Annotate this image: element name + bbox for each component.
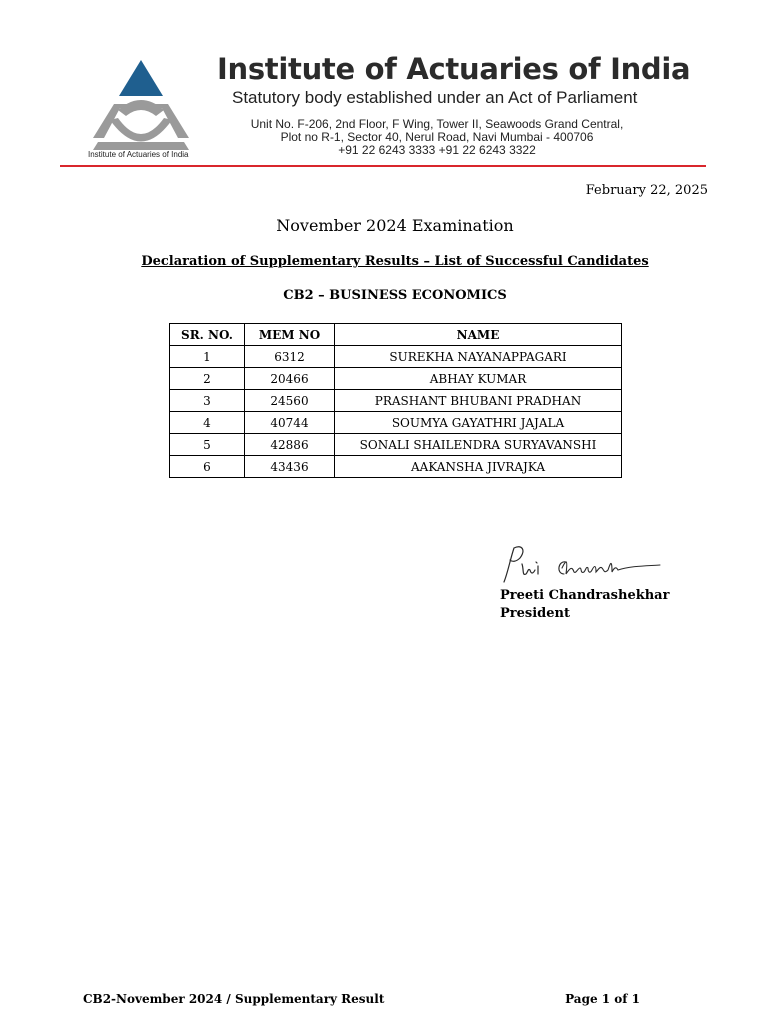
- declaration-subtitle: Declaration of Supplementary Results – List of Successful Candidates: [141, 254, 649, 269]
- results-table: [169, 323, 622, 478]
- table-row: [170, 368, 622, 390]
- name-cell: AAKANSHA JIVRAJKA: [335, 456, 622, 478]
- sr-no-cell: 1: [170, 346, 245, 368]
- sr-no-cell: 5: [170, 434, 245, 456]
- signatory-title: President: [500, 606, 570, 621]
- sr-no-cell: 3: [170, 390, 245, 412]
- mem-no-cell: 6312: [245, 346, 335, 368]
- mem-no-cell: 43436: [245, 456, 335, 478]
- table-row: [170, 456, 622, 478]
- table-row: [170, 390, 622, 412]
- signatory-name: Preeti Chandrashekhar: [500, 588, 670, 603]
- organization-tagline: Statutory body established under an Act of Parliament: [232, 88, 638, 107]
- header-divider: [60, 165, 706, 167]
- table-row: [170, 412, 622, 434]
- institute-logo: [88, 58, 194, 164]
- mem-no-cell: 20466: [245, 368, 335, 390]
- sr-no-cell: 2: [170, 368, 245, 390]
- address-line-2: Plot no R-1, Sector 40, Nerul Road, Navi Mumbai - 400706: [280, 130, 594, 144]
- mem-no-cell: 42886: [245, 434, 335, 456]
- column-header-name: NAME: [335, 324, 622, 346]
- document-date: February 22, 2025: [585, 183, 708, 198]
- footer-document-label: CB2-November 2024 / Supplementary Result: [83, 992, 385, 1006]
- subject-heading: CB2 – BUSINESS ECONOMICS: [283, 288, 507, 303]
- name-cell: SUREKHA NAYANAPPAGARI: [335, 346, 622, 368]
- name-cell: SONALI SHAILENDRA SURYAVANSHI: [335, 434, 622, 456]
- table-row: [170, 346, 622, 368]
- sr-no-cell: 6: [170, 456, 245, 478]
- handwritten-signature: [500, 540, 665, 588]
- address-line-1: Unit No. F-206, 2nd Floor, F Wing, Tower II, Seawoods Grand Central,: [250, 117, 624, 131]
- name-cell: SOUMYA GAYATHRI JAJALA: [335, 412, 622, 434]
- table-row: [170, 434, 622, 456]
- sr-no-cell: 4: [170, 412, 245, 434]
- name-cell: ABHAY KUMAR: [335, 368, 622, 390]
- mem-no-cell: 24560: [245, 390, 335, 412]
- column-header-mem-no: MEM NO: [245, 324, 335, 346]
- organization-name: Institute of Actuaries of India: [217, 52, 691, 86]
- column-header-sr-no: SR. NO.: [170, 324, 245, 346]
- mem-no-cell: 40744: [245, 412, 335, 434]
- phone-line: +91 22 6243 3333 +91 22 6243 3322: [338, 143, 536, 157]
- logo-caption: Institute of Actuaries of India: [88, 150, 189, 159]
- footer-page-number: Page 1 of 1: [565, 992, 640, 1006]
- exam-title: November 2024 Examination: [276, 216, 514, 235]
- table-header-row: [170, 324, 622, 346]
- name-cell: PRASHANT BHUBANI PRADHAN: [335, 390, 622, 412]
